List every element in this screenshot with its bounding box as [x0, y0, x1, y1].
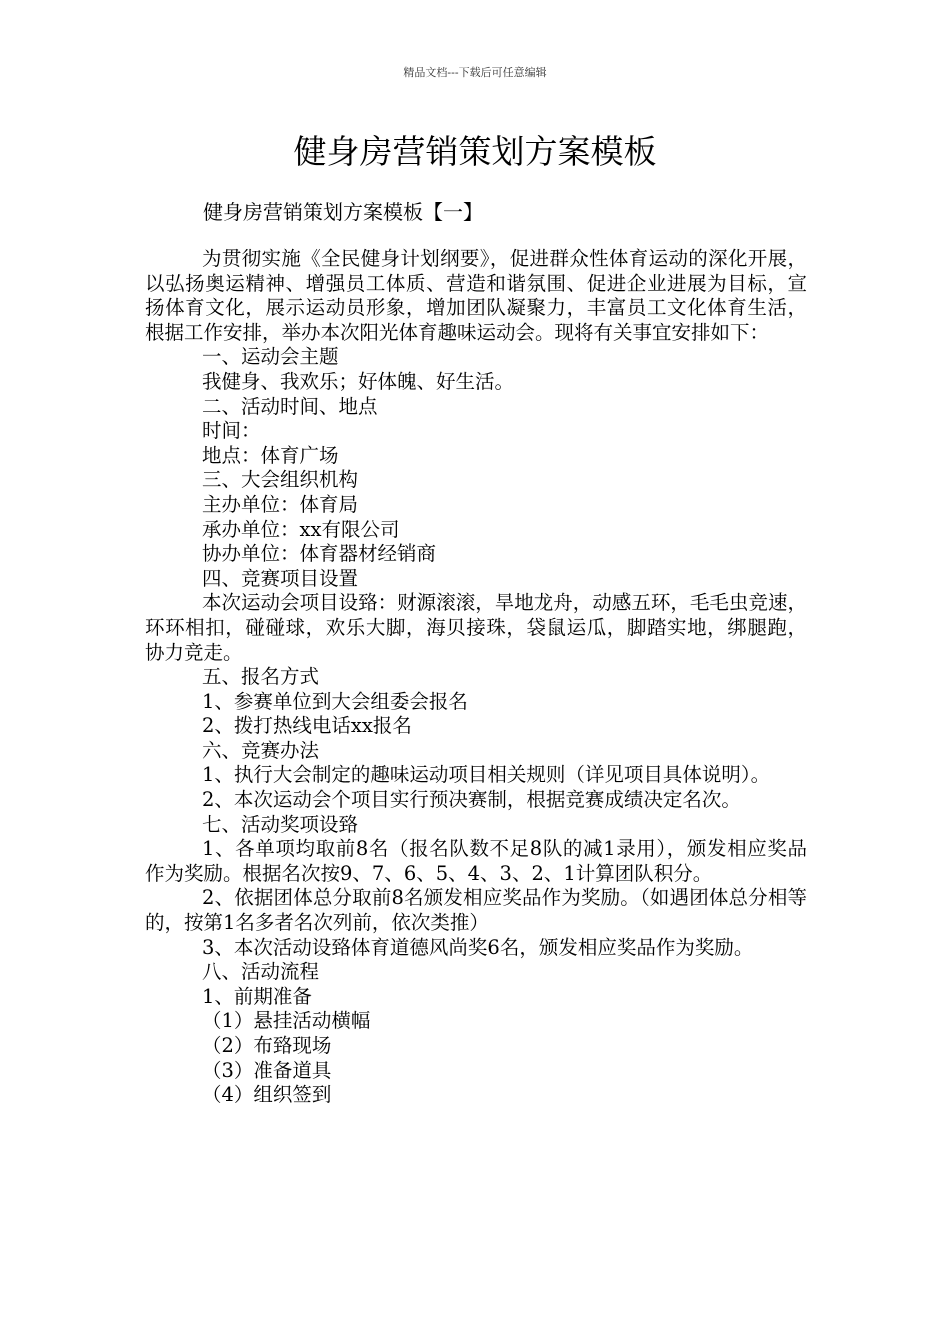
- body-paragraph: 1、执行大会制定的趣味运动项目相关规则（详见项目具体说明）。: [202, 763, 771, 787]
- list-item: （3）准备道具: [202, 1058, 332, 1082]
- section-heading: 五、报名方式: [202, 665, 320, 689]
- document-body: [145, 247, 807, 1108]
- body-line: 1、参赛单位到大会组委会报名: [202, 689, 468, 713]
- body-paragraph: 本次运动会项目设臵：财源滚滚，旱地龙舟，动感五环，毛毛虫竞速，环环相扣，碰碰球，欢乐大脚，海贝接珠，袋鼠运瓜，脚踏实地，绑腿跑，协力竞走。: [145, 591, 807, 664]
- section-heading: 四、竞赛项目设置: [202, 566, 359, 590]
- body-paragraph: 2、依据团体总分取前8名颁发相应奖品作为奖励。（如遇团体总分相等的，按第1名多者名次列前，依次类推）: [145, 886, 807, 935]
- body-line: 时间：: [202, 419, 261, 443]
- section-heading: 七、活动奖项设臵: [202, 812, 359, 836]
- list-item: （4）组织签到: [202, 1083, 332, 1107]
- section-subtitle: 健身房营销策划方案模板【一】: [203, 200, 483, 224]
- body-line: 地点：体育广场: [202, 443, 339, 467]
- section-heading: 六、竞赛办法: [202, 738, 320, 762]
- section-heading: 一、运动会主题: [202, 345, 339, 369]
- list-item: （2）布臵现场: [202, 1034, 332, 1057]
- body-line: 主办单位：体育局: [202, 492, 359, 516]
- section-heading: 八、活动流程: [202, 960, 320, 984]
- section-heading: 三、大会组织机构: [202, 468, 359, 492]
- body-line: 1、前期准备: [202, 984, 312, 1008]
- body-line: 承办单位：xx有限公司: [202, 517, 400, 541]
- section-heading: 二、活动时间、地点: [202, 394, 378, 418]
- body-line: 协办单位：体育器材经销商: [202, 542, 437, 566]
- body-line: 2、本次运动会个项目实行预决赛制，根据竞赛成绩决定名次。: [202, 788, 741, 812]
- body-line: 我健身、我欢乐；好体魄、好生活。: [202, 369, 515, 393]
- body-line: 2、拨打热线电话xx报名: [202, 714, 412, 738]
- intro-paragraph: 为贯彻实施《全民健身计划纲要》，促进群众性体育运动的深化开展，以弘扬奥运精神、增强员工体质、营造和谐氛围、促进企业进展为目标，宣扬体育文化，展示运动员形象，增加团队凝聚力，丰富员工文化体育生活，根据工作安排，举办本次阳光体育趣味运动会。现将有关事宜安排如下：: [145, 247, 807, 344]
- list-item: （1）悬挂活动横幅: [202, 1009, 371, 1033]
- body-paragraph: 1、各单项均取前8名（报名队数不足8队的减1录用），颁发相应奖品作为奖励。根据名次按9、7、6、5、4、3、2、1计算团队积分。: [145, 837, 807, 885]
- document-title: 健身房营销策划方案模板: [293, 132, 657, 171]
- body-paragraph: 3、本次活动设臵体育道德风尚奖6名，颁发相应奖品作为奖励。: [202, 935, 754, 959]
- header-note: 精品文档---下载后可任意编辑: [403, 66, 547, 79]
